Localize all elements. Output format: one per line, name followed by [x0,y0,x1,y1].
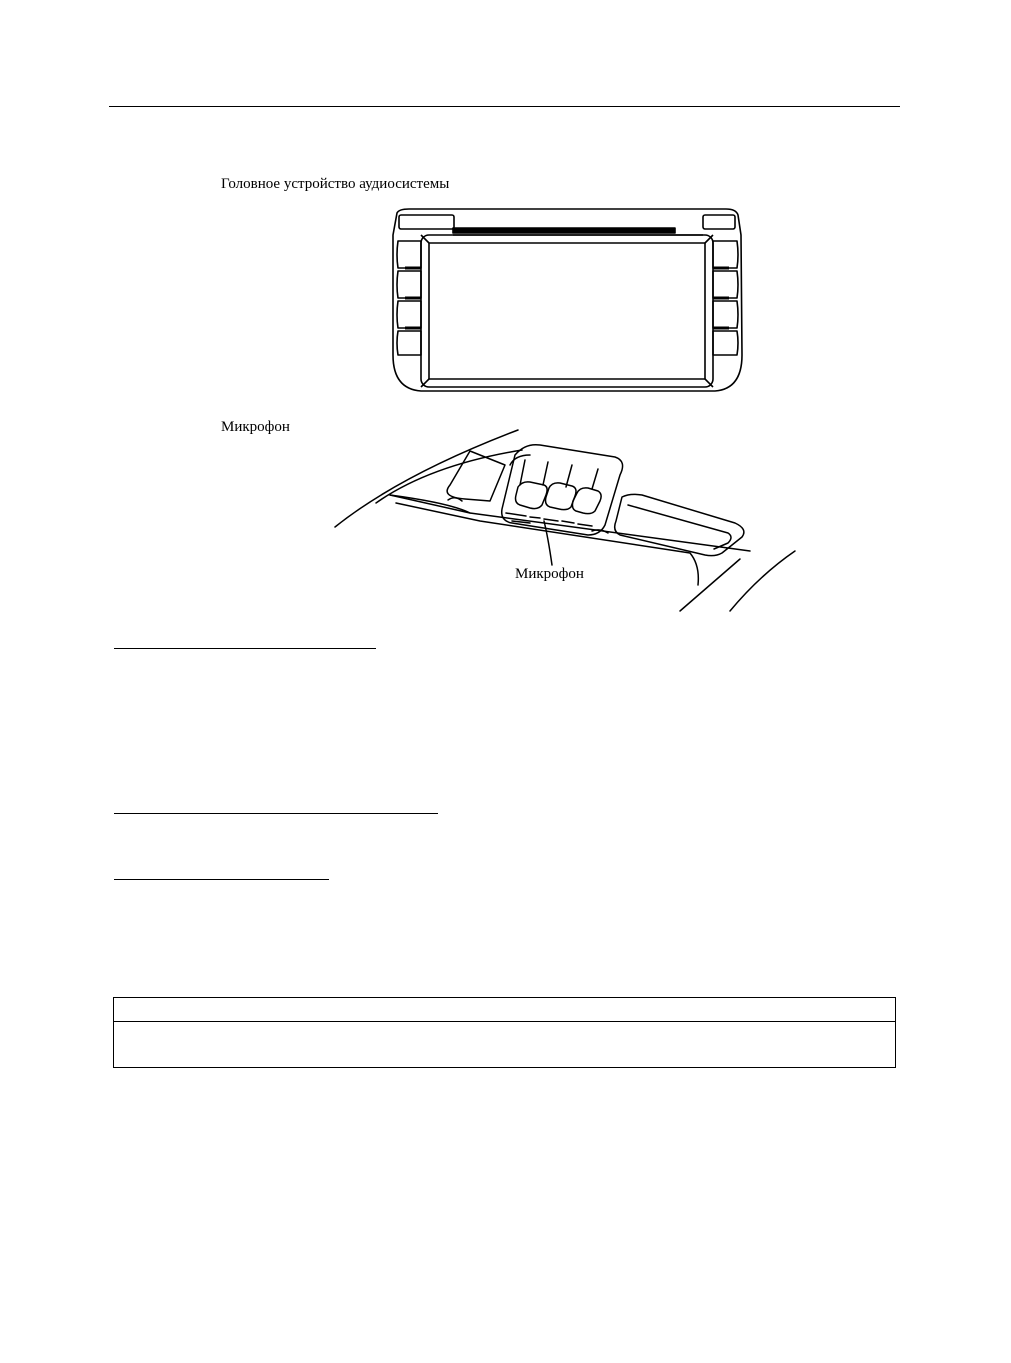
head-unit-illustration [385,205,750,400]
section-heading-rule-2 [114,813,438,814]
note-table-body [114,1022,895,1066]
microphone-illustration [330,425,800,615]
note-table-header [114,998,895,1022]
section-heading-rule-3 [114,879,329,880]
section-heading-rule-1 [114,648,376,649]
microphone-callout-label: Микрофон [515,566,584,582]
microphone-caption: Микрофон [221,419,290,435]
note-table [113,997,896,1068]
page-header-rule [109,106,900,107]
head-unit-caption: Головное устройство аудиосистемы [221,176,450,192]
